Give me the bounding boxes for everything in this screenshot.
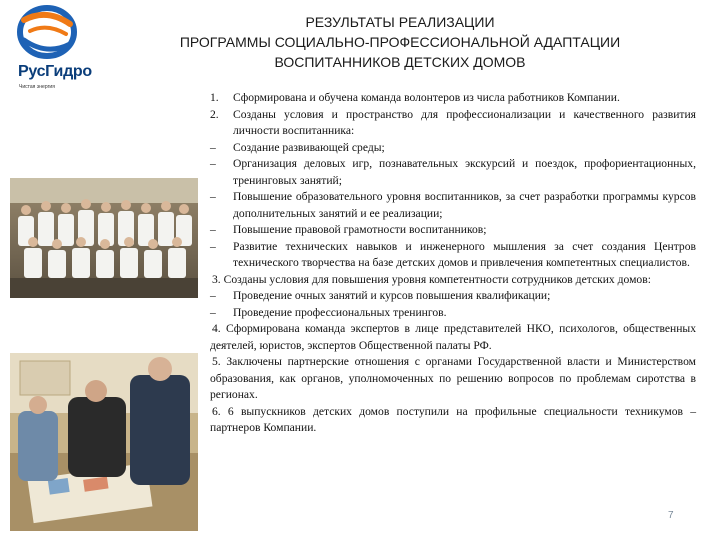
title-line-2: ПРОГРАММЫ СОЦИАЛЬНО-ПРОФЕССИОНАЛЬНОЙ АДАПТАЦИИ: [179, 34, 621, 50]
list-item: [210, 107, 696, 140]
list-marker: 1.: [210, 91, 219, 104]
list-item-text: Повышение правовой грамотности воспитанников;: [233, 223, 487, 236]
title-line-3: ВОСПИТАННИКОВ ДЕТСКИХ ДОМОВ: [274, 54, 526, 70]
list-marker: –: [210, 239, 216, 253]
list-item: [210, 239, 696, 272]
result-item-6: 6. 6 выпускников детских домов поступили на профильные специальности техникумов – партнеров Компании.: [210, 404, 696, 434]
list-item-text: Повышение образовательного уровня воспитанников, за счет разработки программы курсов дополнительных занятий и ее реализации;: [233, 190, 696, 220]
list-marker: –: [210, 140, 216, 154]
list-item-text: Создание развивающей среды;: [233, 140, 385, 154]
rushydro-emblem-icon: [16, 4, 78, 60]
logo-name: РусГидро: [18, 63, 92, 80]
list-item: [210, 156, 696, 189]
result-item-5: 5. Заключены партнерские отношения с органами Государственной власти и Министерством образования, как органов, уполномоченных по решению вопросов по проблемам сиротства в регионах.: [210, 355, 696, 401]
list-item: [210, 288, 696, 305]
title-line-1: РЕЗУЛЬТАТЫ РЕАЛИЗАЦИИ: [305, 14, 495, 30]
list-marker: –: [210, 305, 216, 319]
list-item-text: Созданы условия и пространство для профессионализации и качественного развития личности воспитанника:: [233, 107, 696, 137]
page-number: 7: [668, 510, 674, 521]
list-item: [210, 140, 696, 157]
list-item: [210, 222, 696, 239]
list-marker: –: [210, 190, 216, 203]
results-list: [210, 90, 696, 437]
company-logo: [8, 4, 118, 94]
list-marker: 2.: [210, 107, 219, 121]
logo-tagline: Чистая энергия: [19, 84, 55, 90]
list-item-text: Организация деловых игр, познавательных экскурсий и поездок, профориентационных, тренинговых занятий;: [233, 157, 696, 187]
list-item-text: Сформирована и обучена команда волонтеров из числа работников Компании.: [233, 91, 620, 104]
list-marker: –: [210, 157, 216, 170]
result-item-3: 3. Созданы условия для повышения уровня компетентности сотрудников детских домов:: [212, 272, 651, 286]
page-title: [140, 12, 660, 72]
workshop-photo: [10, 353, 198, 531]
list-marker: –: [210, 289, 216, 302]
list-item: [210, 189, 696, 222]
list-item: [210, 305, 696, 322]
list-item-text: Проведение очных занятий и курсов повышения квалификации;: [233, 289, 551, 302]
volunteers-group-photo: [10, 178, 198, 298]
list-item: [210, 90, 696, 107]
result-item-4: 4. Сформирована команда экспертов в лице представителей НКО, психологов, общественных деятелей, юристов, экспертов Общественной палаты РФ.: [210, 322, 696, 352]
list-item-text: Проведение профессиональных тренингов.: [233, 305, 447, 319]
list-item-text: Развитие технических навыков и инженерного мышления за счет создания Центров технического творчества на базе детских домов и привлечения компетентных специалистов.: [233, 239, 696, 269]
list-marker: –: [210, 223, 216, 236]
